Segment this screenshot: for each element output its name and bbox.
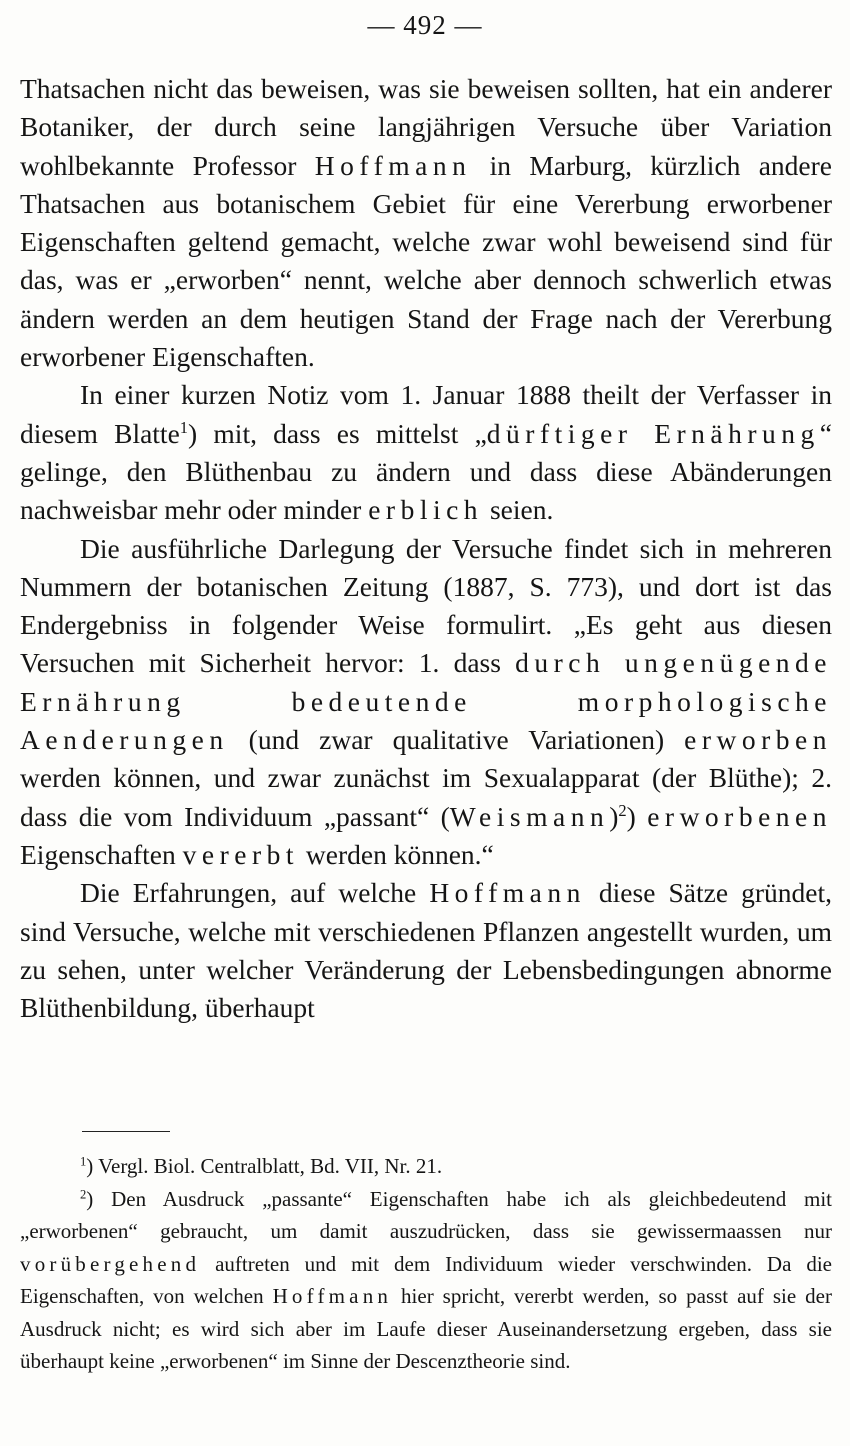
text-segment: Eigenschaften: [20, 838, 183, 870]
spaced-emphasis: durch ungenügende Ernährung bedeutende morphologische Aenderungen: [20, 647, 832, 756]
footnote-marker: 1: [80, 1154, 87, 1169]
text-segment: in Marburg, kürzlich andere Thatsachen aus botanischem Gebiet für eine Vererbung erworbener Eigenschaften geltend gemacht, welche zwar wohl beweisend sind für das, was er „erworben“ nennt, welche aber dennoch schwerlich etwas ändern werden an dem heutigen Stand der Frage nach der Vererbung erworbener Eigenschaften.: [20, 149, 832, 373]
paragraph: [20, 874, 832, 1027]
text-segment: auftreten und mit dem Individuum wieder verschwinden. Da die Eigenschaften, von welchen: [20, 1251, 832, 1308]
footnote: [20, 1183, 832, 1378]
text-segment: werden können.“: [299, 838, 494, 870]
footnote-divider: [82, 1131, 170, 1132]
text-segment: (und zwar qualitative Variationen): [228, 724, 685, 756]
page-number: — 492 —: [367, 10, 483, 40]
spaced-emphasis: Hoffmann: [272, 1284, 393, 1308]
spaced-emphasis: dürftiger Ernährung: [486, 417, 820, 449]
text-segment: diese Sätze gründet, sind Versuche, welche mit verschiedenen Pflanzen angestellt wurden, um zu sehen, unter welcher Veränderung der Lebensbedingungen abnorme Blüthenbildung, überhaupt: [20, 877, 833, 1024]
spaced-emphasis: erworbenen: [647, 800, 832, 832]
spaced-emphasis: vorübergehend: [20, 1251, 201, 1276]
spaced-emphasis: erworben: [684, 724, 832, 756]
footnote: [20, 1150, 832, 1183]
text-segment: Die ausführliche Darlegung der Versuche findet sich in mehreren Nummern der botanischen Zeitung (1887, S. 773), und dort ist das Endergebniss in folgender Weise formulirt. „Es geht aus diesen Versuchen mit Sicherheit hervor: 1. dass: [20, 532, 832, 679]
spaced-emphasis: Hoffmann: [429, 877, 586, 909]
spaced-emphasis: Weismann: [449, 800, 610, 832]
text-segment: “ gelinge, den Blüthenbau zu ändern und dass diese Abänderungen nachweisbar mehr oder minder: [20, 417, 833, 526]
paragraph: [20, 376, 832, 529]
spaced-emphasis: vererbt: [182, 838, 300, 870]
paragraph: [20, 530, 832, 875]
spaced-emphasis: Hoffmann: [314, 149, 472, 181]
footnote-marker: 2: [80, 1186, 87, 1201]
text-segment: ): [609, 800, 619, 832]
text-segment: hier spricht, vererbt werden, so passt auf sie der Ausdruck nicht; es wird sich aber im Laufe dieser Auseinandersetzung ergeben, dass sie überhaupt keine „erworbenen“ im Sinne der Descenztheorie sind.: [20, 1284, 832, 1373]
footnote-marker: 2: [618, 800, 627, 820]
text-segment: Die Erfahrungen, auf welche: [80, 877, 430, 909]
text-segment: In einer kurzen Notiz vom 1. Januar 1888 theilt der Verfasser in diesem Blatte: [20, 379, 832, 449]
footnotes: [20, 1150, 832, 1378]
body-text: [20, 70, 832, 1027]
text-segment: ) Vergl. Biol. Centralblatt, Bd. VII, Nr. 21.: [86, 1154, 443, 1178]
text-segment: Thatsachen nicht das beweisen, was sie beweisen sollten, hat ein anderer Botaniker, der durch seine langjährigen Versuche über Variation wohlbekannte Professor: [20, 73, 832, 181]
spaced-emphasis: erblich: [368, 494, 484, 526]
text-segment: seien.: [483, 494, 554, 526]
text-segment: ) mit, dass es mittelst „: [188, 417, 487, 449]
text-segment: ) Den Ausdruck „passante“ Eigenschaften habe ich als gleichbedeutend mit „erworbenen“ gebraucht, um damit auszudrücken, dass sie gewissermaassen nur: [20, 1186, 832, 1243]
paragraph: [20, 70, 832, 376]
footnote-marker: 1: [179, 417, 189, 437]
text-segment: werden können, und zwar zunächst im Sexualapparat (der Blüthe); 2. dass die vom Individuum „passant“ (: [20, 762, 832, 832]
text-segment: ): [626, 800, 648, 832]
